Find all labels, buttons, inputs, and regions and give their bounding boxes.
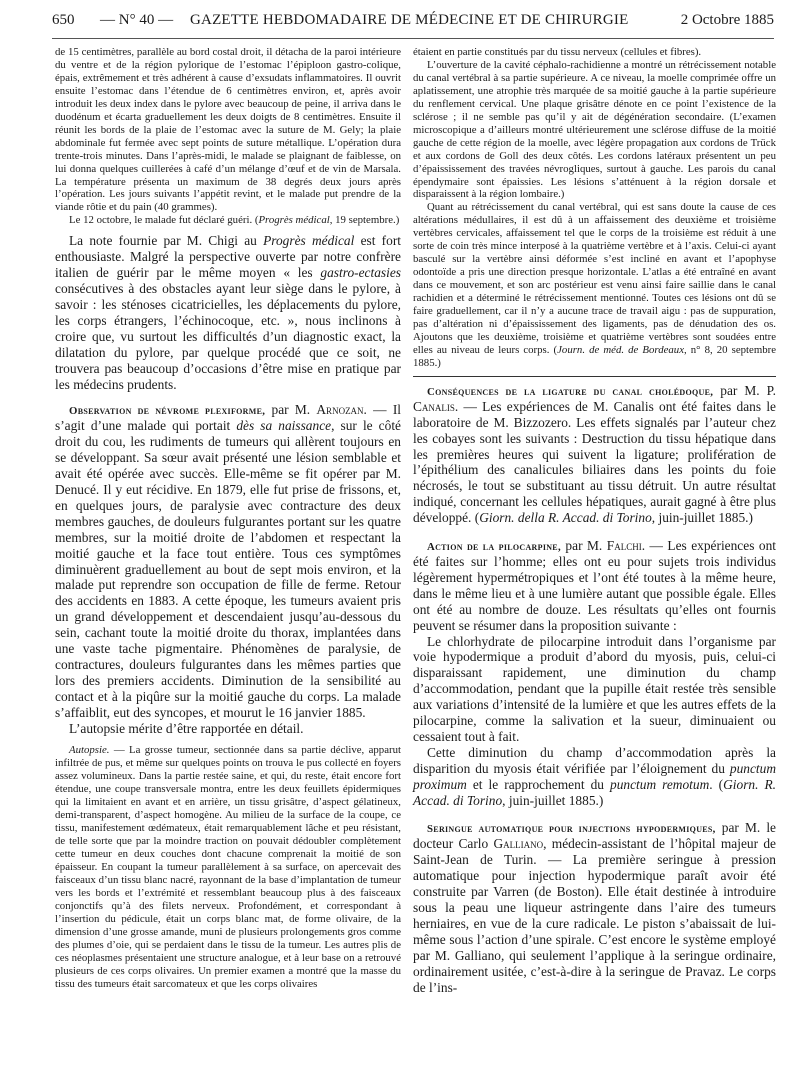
source-citation: Progrès médical [258,214,330,227]
section-seringue: Seringue automatique pour injections hypodermiques, par M. le docteur Carlo Galliano, médecin-assistant de l’hôpital majeur de Saint-Jean de Turin. — La première seringue à pression automatique pour injection hypodermique paraît avoir été construite par Varren (de Boston). Elle était destinée à introduire sous la peau une liqueur astringente dans l’aire des tumeurs herniaires, en vue de la cure radicale. Le piston s’abaissait de lui-même sous l’action d’une spirale. C’est encore le système employé par M. Galliano, qui seulement l’applique à la seringue ordinaire, ordinairement usitée, c’est-à-dire à la seringue de Pravaz. Le corps de l’ins- [413,820,776,995]
right-paragraph-1: étaient en partie constitués par du tissu nerveux (cellules et fibres). [413,46,702,58]
section-choledoque: Conséquences de la ligature du canal cholédoque, par M. P. Canalis. — Les expériences de M. Canalis ont été faites dans le laboratoire de M. Bizzozero. Les effets signalés par l’auteur chez les cobayes sont les suivants : Destruction du tissu hépatique dans les premières heures qui suivent la ligature; prolifération de l’épithélium des canalicules biliaires dans les points du foie nécrosés, le tout se substituant au tissu détruit. Un autre résultat indiqué, concernant les cellules hépatiques, aurait gagné à être plus développé. (Giorn. della R. Accad. di Torino, juin-juillet 1885.) [413,382,776,526]
pilocarpine-paragraph-2: Le chlorhydrate de pilocarpine introduit dans l’organisme par voie hypodermique a produit d’abord du myosis, puis, celui-ci disparaissant rapidement, une diminution du champ d’accommodation, pendant que la pupille était restée très sensible aux variations d’intensité de la lumière et que les autres effets de la pilocarpine, comme la salivation et la sueur, diminuaient ou cessaient tout à fait. [413,633,776,744]
issue-number: — N° 40 — [100,12,174,28]
section-pilocarpine: Action de la pilocarpine, par M. Falchi. — Les expériences ont été faites sur l’homme; elles ont eu pour sujets trois individus légèrement hypermétropiques et l’ont été toutes à la même heure, dans le même lieu et à une lumière autant que possible égale. Elles ont été au nombre de douze. Les résultats qu’elles ont fournis peuvent se résumer dans la proposition suivante : [413,538,776,633]
left-paragraph-2: Le 12 octobre, le malade fut déclaré guéri. (Progrès médical, 19 septembre.) [69,214,400,227]
page-header [52,12,774,36]
section-heading: Observation de névrome plexiforme, [69,405,266,418]
source-citation: Giorn. della R. Accad. di Torino [479,510,652,526]
right-column [413,46,776,996]
section-heading: Action de la pilocarpine, [427,541,561,554]
left-paragraph-autopsy-intro: L’autopsie mérite d’être rapportée en détail. [69,720,304,736]
source-citation: Progrès médical [263,233,355,249]
author-name: Falchi. [606,538,646,554]
section-nevrome: Observation de névrome plexiforme, par M. Arnozan. — Il s’agit d’une malade qui portait dès sa naissance, sur le côté droit du cou, les rudiments de tumeurs qui allèrent toujours en se développant. Sa sœur avait présenté une lésion semblable et avait été opérée avec succès. Elle-même se fit opérer par M. Denucé. Il y eut récidive. En 1879, elle fut prise de frissons, et, en quelques jours, de paralysie avec contracture des deux membres gauches, de douleurs fulgurantes portant sur les quatre membres, sur la moitié droite de l’abdomen et respectant la moitié gauche et la face tout entière. Tous ces symptômes diminuèrent graduellement au bout de sept mois environ, et la malade put reprendre son occupation de fille de ferme. Retour des accidents en 1883. A cette époque, les tumeurs avaient pris un grand développement et descendaient jusqu’au-dessous du sein, cachant toute la moitié droite du thorax, implantées dans une vaste tache pigmentaire. Phénomènes de paralysie, de contractures, douleurs fulgurantes dans les mêmes parties que lors des premiers accidents. Diminution de la sensibilité au contact et à la piqûre sur la moitié gauche du corps. La malade s’affaiblit, eut des syncopes, et mourut le 16 janvier 1885. [55,402,402,720]
term: gastro-ectasies [320,265,401,281]
issue-date: 2 Octobre 1885 [680,12,774,28]
editorial-comment: La note fournie par M. Chigi au Progrès médical est fort enthousiaste. Malgré la perspective ouverte par notre confrère italien de guérir par le même moyen « les gastro-ectasies consécutives à des obstacles ayant leur siège dans le pylore, à savoir : les sténoses cicatricielles, les déplacements du pylore, les corps étrangers, l’échinocoque, etc. », nous inclinons à croire que, vu surtout les difficultés d’un diagnostic exact, la dilatation du pylore, par quelque procédé que ce soit, ne trouvera pas beaucoup d’occasions d’être mise en pratique par les médecins prudents. [55,233,401,392]
source-citation: Giorn. R. Accad. di Torino [413,776,777,808]
journal-title: GAZETTE HEBDOMADAIRE DE MÉDECINE ET DE CHIRURGIE [190,12,629,28]
left-column [55,46,401,991]
author-name: Arnozan. [316,402,367,418]
source-citation: Journ. de méd. de Bordeaux [557,343,684,356]
section-divider [413,376,776,377]
page-number: 650 [52,12,75,28]
header-rule [52,38,774,39]
pilocarpine-paragraph-3: Cette diminution du champ d’accommodation après la disparition du myosis était vérifiée par l’éloignement du punctum proximum et le rapprochement du punctum remotum. (Giorn. R. Accad. di Torino, juin-juillet 1885.) [413,744,777,808]
author-name: Canalis. [413,398,459,414]
right-paragraph-2: L’ouverture de la cavité céphalo-rachidienne a montré un rétrécissement notable du canal vertébral à sa partie supérieure. A ce niveau, la moelle comprimée offre un aplatissement, une atrophie très marquée de sa moitié gauche à la partie supérieure du renflement cervical. Une plaque grisâtre dénote en ce point l’existence de la sclérose ; il ne semble pas qu’il y ait de dégénération secondaire. (L’examen microscopique a d’ailleurs montré ultérieurement une sclérose diffuse de la moitié gauche de cette région de la moelle, avec légère propagation aux cordons de Trück et aux cordons de Goll des deux côtés. Les cordons latéraux présentent un peu d’épaississement des travées névrogliques, surtout à gauche. Les parois du canal épendymaire sont épaissies. Les lésions s’atténuent à la région dorsale et disparaissent à la région lombaire.) [413,58,776,201]
section-heading: Conséquences de la ligature du canal cholédoque, [427,385,714,398]
section-heading: Seringue automatique pour injections hypodermiques, [427,823,716,836]
author-name: Galliano [493,836,544,852]
autopsy-label: Autopsie. [69,744,110,757]
right-paragraph-3: Quant au rétrécissement du canal vertébral, qui est sans doute la cause de ces altérations médullaires, il est dû à un affaissement des deuxième et troisième vertèbres cervicales, affaissement tel que le corps de la troisième est réduit à une sorte de coin très mince interposé à la quatrième vertèbre et à l’axis. Celui-ci ayant basculé sur la vertèbre ainsi déformée s’est incliné en avant et l’apophyse odontoïde a pris une direction presque horizontale. L’atlas a été entraîné en avant dans ce mouvement, et son arc postérieur est venu ainsi faire saillie dans le canal rachidien et a déterminé le rétrécissement mentionné. Toutes ces lésions ont dû se faire graduellement, car il n’y a aucune trace de travail aigu : pas de suppuration, pas d’altération ni d’épaississement des ligaments, pas de dénudation des os. Ajoutons que les deuxième, troisième et quatrième vertèbres sont soudées entre elles au niveau de leurs corps. (Journ. de méd. de Bordeaux, n° 8, 20 septembre 1885.) [413,201,777,369]
left-paragraph-1: de 15 centimètres, parallèle au bord costal droit, il détacha de la paroi intérieure du ventre et de la région pylorique de l’estomac l’épiploon gastro-colique, épais, extrêmement et très adhérent à cause d’exsudats inflammatoires. Il ouvrit ensuite l’estomac dans l’étendue de 6 centimètres environ, et, après avoir introduit les deux index dans le pylore avec beaucoup de peine, il arriva dans le duodénum et écarta graduellement les deux doigts de 8 centimètres. Ensuite il réunit les bords de la plaie de l’estomac avec la suture de M. Gely; la plaie abdominale fut fermée avec sept points de suture métallique. L’opération dura trente-trois minutes. Dans l’après-midi, le malade se plaignant de faiblesse, on lui donna quelques cuillerées à café d’un mélange d’œuf et de vin de Marsala. La température présenta un maximum de 38 degrés deux jours après l’opération. Les jours suivants l’appétit revint, et le malade put prendre de la viande rôtie et du pain (40 grammes). [55,46,401,214]
autopsy-paragraph: Autopsie. — La grosse tumeur, sectionnée dans sa partie déclive, apparut infiltrée de pus, et même sur quelques points on trouva le pus collecté en foyers assez volumineux. Dans la partie restée saine, et qui, du reste, était encore fort étendue, une coupe transversale montra, entre les deux feuillets épidermiques qui la limitaient en avant et en arrière, un tissu grisâtre, d’aspect gélatineux, demi-transparent, d’aspect homogène. Au milieu de la surface de la coupe, ce tissu, manifestement œdémateux, était remarquablement lâche et peu résistant, de telle sorte que par la moindre traction on pouvait dédoubler complètement cette tumeur en deux couches dont chacune comprenait la moitié de son épaisseur. En coupant la tumeur parallèlement à sa surface, on apercevait des faisceaux d’un tissu blanc nacré, rayonnant de la base d’implantation de tumeur vers les bords et l’extrémité et ressemblant beaucoup plus à des faisceaux conjonctifs qu’à des filets nerveux. Profondément, et correspondant à l’insertion du pédicule, était un corps blanc mat, de forme olivaire, de la dimension d’une grosse amande, muni de plusieurs prolongements gros comme des plumes d’oie, qui se perdaient dans le tissu de la tumeur. Les autres plis de ces néoplasmes présentaient une structure analogue, et à leur base on a retrouvé plusieurs de ces corps olivaires. Un premier examen a montré que la masse du tissu des tumeurs était sarcomateux et que les corps olivaires [55,744,401,990]
